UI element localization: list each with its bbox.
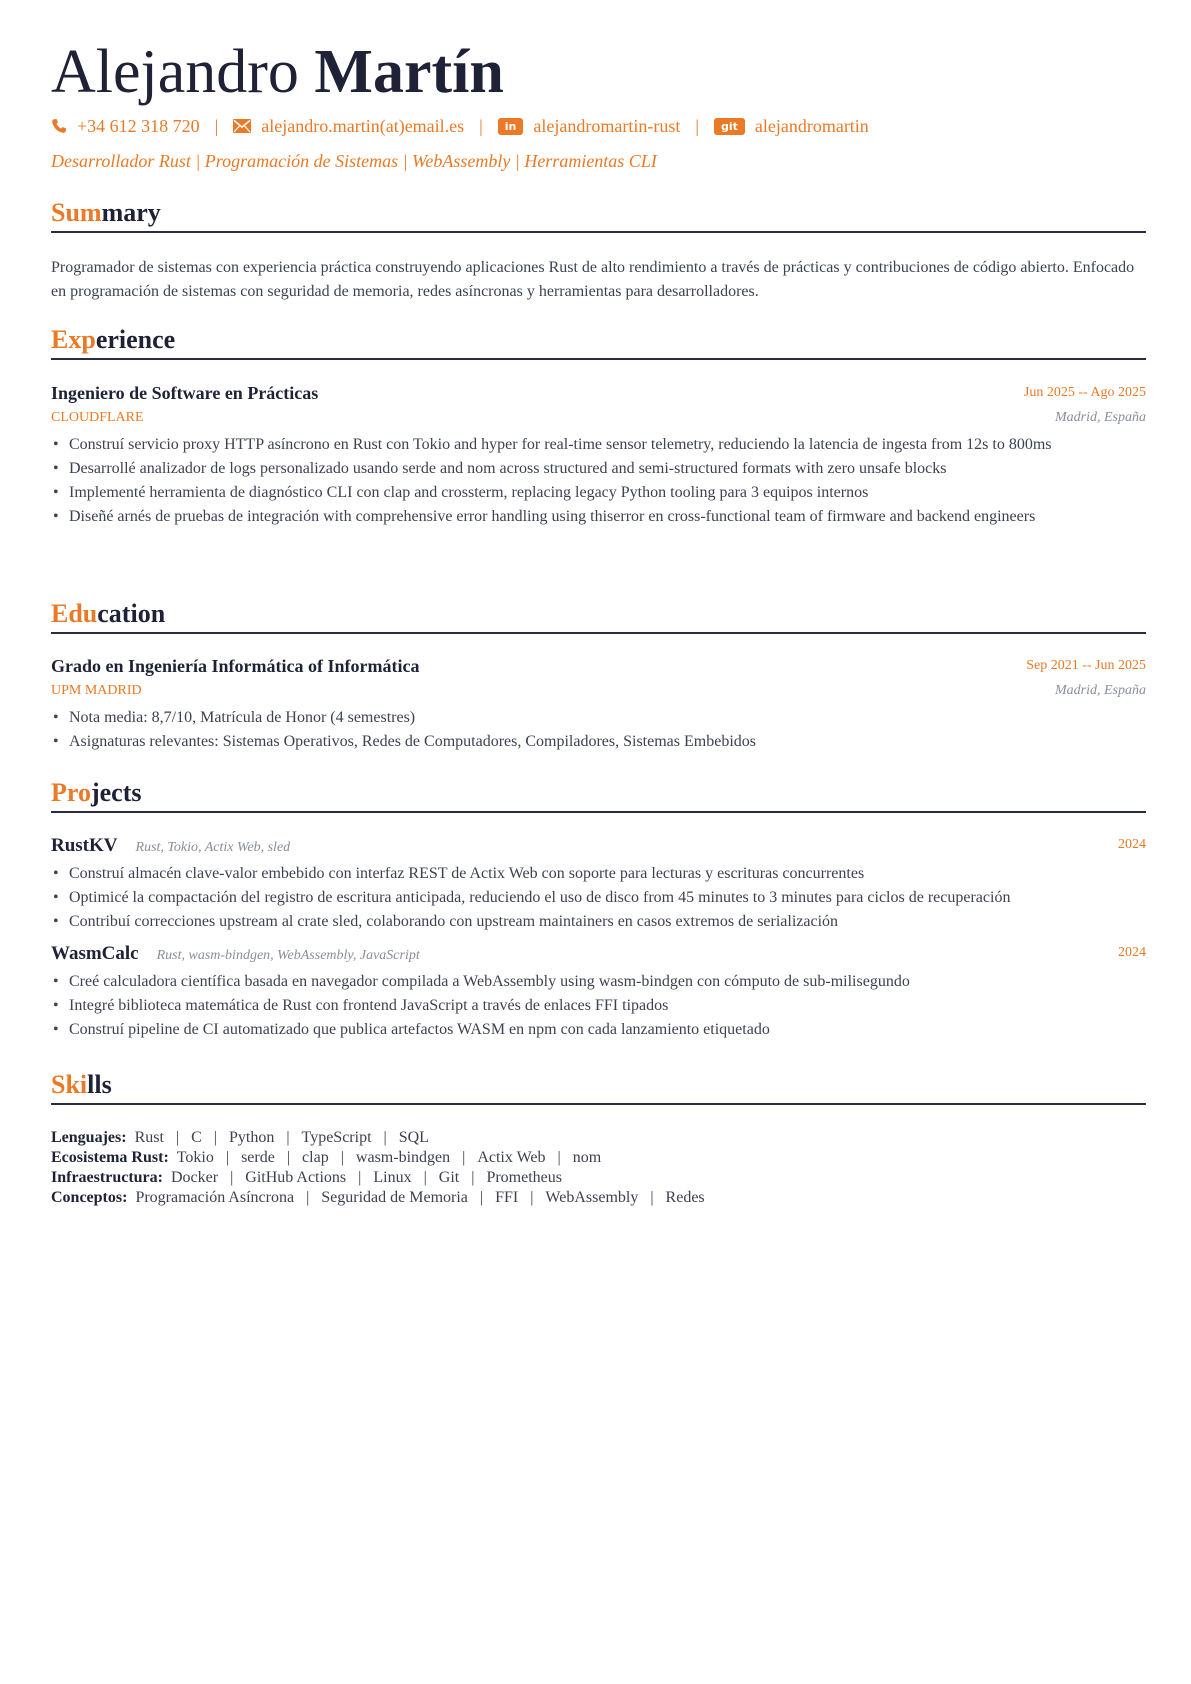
skill-category-label: Infraestructura: <box>51 1169 163 1186</box>
list-item: • Contribuí correcciones upstream al crate sled, colaborando con upstream maintainers en casos extremos de serialización <box>51 910 1146 934</box>
skill-item: Rust <box>134 1129 164 1146</box>
skill-separator: | <box>557 1149 561 1166</box>
list-item: • Construí almacén clave-valor embebido con interfaz REST de Actix Web con soporte para lecturas y escrituras concurrentes <box>51 862 1146 886</box>
linkedin-handle: alejandromartin-rust <box>533 115 681 136</box>
skill-separator: | <box>471 1169 475 1186</box>
project-year: 2024 <box>1118 945 1146 960</box>
contact-bar <box>51 113 869 139</box>
project-name: RustKV <box>51 835 118 856</box>
project-bullets <box>51 970 1146 1042</box>
skill-item: Git <box>438 1169 460 1186</box>
project-year: 2024 <box>1118 837 1146 852</box>
skill-row <box>51 1188 1146 1208</box>
section-title-rest: jects <box>90 778 142 807</box>
degree-title: Grado en Ingeniería Informática of Informática <box>51 656 420 676</box>
envelope-icon <box>233 119 251 133</box>
skill-item: serde <box>241 1149 275 1166</box>
skill-separator: | <box>225 1149 230 1166</box>
skill-item: clap <box>302 1149 329 1166</box>
section-title-accent: Sum <box>51 198 102 227</box>
skill-item: nom <box>572 1149 602 1166</box>
skill-item: TypeScript <box>301 1129 372 1146</box>
job-dates: Jun 2025 -- Ago 2025 <box>1023 385 1146 400</box>
skill-separator: | <box>286 1129 290 1146</box>
experience-bullets <box>51 433 1146 529</box>
contact-separator: | <box>695 115 699 136</box>
skill-row <box>51 1148 1146 1168</box>
skill-separator: | <box>423 1169 427 1186</box>
phone-contact[interactable] <box>51 116 200 137</box>
list-item: • Diseñé arnés de pruebas de integración with comprehensive error handling using thiserror en cross-functional team of firmware and backend engineers <box>51 505 1146 529</box>
skill-separator: | <box>306 1189 310 1206</box>
project-tech: Rust, wasm-bindgen, WebAssembly, JavaScript <box>156 948 420 963</box>
skill-item: FFI <box>495 1189 519 1206</box>
list-item: • Integré biblioteca matemática de Rust con frontend JavaScript a través de enlaces FFI tipados <box>51 994 1146 1018</box>
tagline: Desarrollador Rust | Programación de Sistemas | WebAssembly | Herramientas CLI <box>51 151 657 171</box>
skill-separator: | <box>230 1169 234 1186</box>
project-header <box>51 835 1146 861</box>
section-title-rest: mary <box>101 198 161 227</box>
skill-row <box>51 1128 1146 1148</box>
skill-item: Seguridad de Memoria <box>321 1189 468 1206</box>
section-title-projects <box>51 777 1146 813</box>
section-title-experience <box>51 324 1146 360</box>
github-icon: git <box>714 118 745 135</box>
section-title-education <box>51 598 1146 634</box>
contact-separator: | <box>214 115 219 136</box>
job-location: Madrid, España <box>1055 410 1146 425</box>
skill-category-label: Lenguajes: <box>51 1129 127 1146</box>
skill-item: Docker <box>170 1169 219 1186</box>
school-name: UPM MADRID <box>51 683 142 698</box>
skill-item: C <box>191 1129 202 1146</box>
skill-item: Prometheus <box>486 1169 562 1186</box>
education-bullets <box>51 706 1146 754</box>
list-item: • Nota media: 8,7/10, Matrícula de Honor (4 semestres) <box>51 706 1146 730</box>
project-bullets <box>51 862 1146 934</box>
list-item: • Construí pipeline de CI automatizado que publica artefactos WASM en npm con cada lanzamiento etiquetado <box>51 1018 1146 1042</box>
skill-item: Programación Asíncrona <box>135 1189 295 1206</box>
section-title-accent: Ski <box>51 1070 88 1099</box>
contact-separator: | <box>479 115 483 136</box>
skill-row <box>51 1168 1146 1188</box>
skill-separator: | <box>286 1149 291 1166</box>
github-handle: alejandromartin <box>754 115 869 136</box>
list-item: • Implementé herramienta de diagnóstico CLI con clap and crossterm, replacing legacy Python tooling para 3 equipos internos <box>51 481 1146 505</box>
skill-item: Redes <box>665 1189 705 1206</box>
email-contact[interactable] <box>233 116 464 137</box>
section-title-rest: erience <box>95 325 176 354</box>
skill-category-label: Ecosistema Rust: <box>51 1149 169 1166</box>
section-title-rest: lls <box>87 1070 112 1099</box>
skill-item: Actix Web <box>477 1149 546 1166</box>
list-item: • Optimicé la compactación del registro de escritura anticipada, reduciendo el uso de disco from 45 minutes to 3 minutes para ciclos de recuperación <box>51 886 1146 910</box>
job-title: Ingeniero de Software en Prácticas <box>51 383 319 403</box>
company-name: CLOUDFLARE <box>51 410 144 425</box>
skill-item: Tokio <box>176 1149 214 1166</box>
skill-separator: | <box>462 1149 466 1166</box>
skills-list <box>51 1128 1146 1208</box>
skill-separator: | <box>479 1189 484 1206</box>
candidate-name <box>51 36 504 108</box>
skill-separator: | <box>175 1129 180 1146</box>
github-contact[interactable] <box>714 116 869 137</box>
linkedin-icon: in <box>498 118 524 135</box>
section-title-skills <box>51 1069 1146 1105</box>
section-title-accent: Exp <box>51 325 96 354</box>
summary-text: Programador de sistemas con experiencia práctica construyendo aplicaciones Rust de alto rendimiento a través de prácticas y contribuciones de código abierto. Enfocado en programación de sistemas con seguridad de memoria, redes asíncronas y herramientas para desarrolladores. <box>51 259 1135 300</box>
email-address: alejandro.martin(at)email.es <box>261 115 465 136</box>
skill-item: Linux <box>373 1169 412 1186</box>
skill-separator: | <box>530 1189 534 1206</box>
project-name: WasmCalc <box>51 943 139 964</box>
skill-item: GitHub Actions <box>245 1169 347 1186</box>
phone-number: +34 612 318 720 <box>77 115 200 136</box>
education-dates: Sep 2021 -- Jun 2025 <box>1026 658 1146 673</box>
last-name: Martín <box>314 38 504 106</box>
phone-icon <box>51 118 67 134</box>
section-title-summary <box>51 197 1146 233</box>
skill-category-label: Conceptos: <box>51 1189 128 1206</box>
skill-item: Python <box>228 1129 275 1146</box>
list-item: • Construí servicio proxy HTTP asíncrono en Rust con Tokio and hyper for real-time sensor telemetry, reduciendo la latencia de ingesta from 12s to 800ms <box>51 433 1146 457</box>
linkedin-contact[interactable] <box>498 116 681 137</box>
experience-entry-header <box>51 383 1146 407</box>
skill-item: wasm-bindgen <box>355 1149 451 1166</box>
list-item: • Asignaturas relevantes: Sistemas Operativos, Redes de Computadores, Compiladores, Sistemas Embebidos <box>51 730 1146 754</box>
list-item: • Creé calculadora científica basada en navegador compilada a WebAssembly using wasm-bindgen con cómputo de sub-milisegundo <box>51 970 1146 994</box>
first-name: Alejandro <box>51 38 299 106</box>
project-header <box>51 943 1146 969</box>
school-location: Madrid, España <box>1055 683 1146 698</box>
section-title-accent: Edu <box>51 599 98 628</box>
skill-separator: | <box>358 1169 362 1186</box>
section-title-rest: cation <box>97 599 166 628</box>
skill-item: SQL <box>398 1129 429 1146</box>
skill-separator: | <box>650 1189 654 1206</box>
skill-separator: | <box>383 1129 387 1146</box>
skill-separator: | <box>213 1129 217 1146</box>
section-title-accent: Pro <box>51 778 91 807</box>
education-entry-header <box>51 656 1146 680</box>
skill-item: WebAssembly <box>545 1189 639 1206</box>
list-item: • Desarrollé analizador de logs personalizado usando serde and nom across structured and semi-structured formats with zero unsafe blocks <box>51 457 1146 481</box>
skill-separator: | <box>340 1149 344 1166</box>
project-tech: Rust, Tokio, Actix Web, sled <box>135 840 291 855</box>
